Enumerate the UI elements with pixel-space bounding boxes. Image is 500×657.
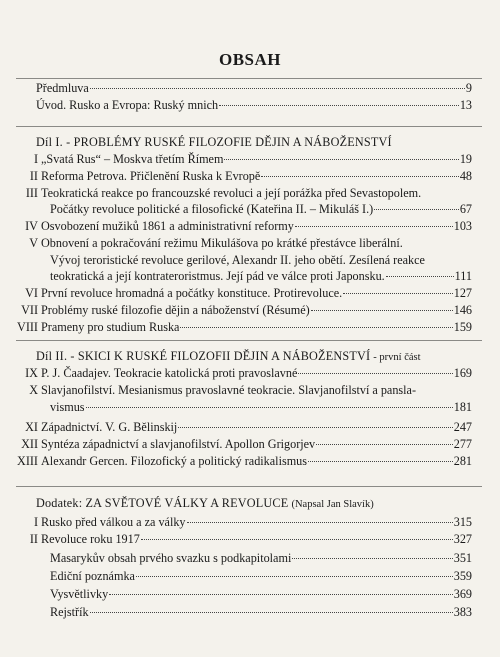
entry-page: 48: [459, 169, 472, 183]
entry-page: 146: [453, 303, 472, 317]
entry-page: 181: [453, 400, 472, 414]
toc-entry: [0, 319, 500, 335]
entry-page: 327: [453, 532, 472, 546]
leader-dots: [187, 522, 453, 523]
entry-page: 383: [453, 605, 472, 619]
entry-page: 351: [453, 551, 472, 565]
leader-dots: [86, 407, 453, 408]
toc-entry: [0, 302, 500, 318]
separator: [16, 486, 482, 487]
toc-entry: [0, 604, 500, 620]
leader-dots: [219, 105, 459, 106]
chapter-number: IV: [25, 219, 38, 233]
entry-label: Obnovení a pokračování režimu Mikulášova po krátké přestávce liberální.: [41, 236, 403, 250]
leader-dots: [109, 594, 452, 595]
entry-page: 277: [453, 437, 472, 451]
entry-page: 315: [453, 515, 472, 529]
toc-entry: [0, 550, 500, 566]
toc-entry: [0, 168, 500, 184]
entry-page: 103: [453, 219, 472, 233]
entry-label: vismus: [50, 400, 85, 414]
toc-entry: [0, 218, 500, 234]
toc-entry: [0, 568, 500, 584]
entry-page: 13: [459, 98, 472, 112]
entry-label: Úvod. Rusko a Evropa: Ruský mnich: [36, 98, 219, 112]
chapter-number: II: [29, 169, 38, 183]
separator: [16, 126, 482, 127]
leader-dots: [311, 310, 453, 311]
entry-label: „Svatá Rus“ – Moskva třetím Římem: [41, 152, 224, 166]
section-heading-sub: (Napsal Jan Slavík): [291, 499, 374, 510]
entry-label: První revoluce hromadná a počátky konstituce. Protirevoluce.: [41, 286, 343, 300]
toc-entry: [0, 97, 500, 113]
separator: [16, 78, 482, 79]
entry-label: Alexandr Gercen. Filozofický a politický radikalismus: [41, 454, 308, 468]
chapter-number: III: [25, 186, 38, 200]
leader-dots: [316, 444, 453, 445]
entry-label: Rejstřík: [50, 605, 89, 619]
toc-entry: [0, 235, 500, 251]
chapter-number: XII: [21, 437, 38, 451]
section-heading-text: Díl II. - SKICI K RUSKÉ FILOZOFII DĚJIN A NÁBOŽENSTVÍ: [36, 349, 371, 363]
section-heading-text: Dodatek: ZA SVĚTOVÉ VÁLKY A REVOLUCE: [36, 496, 289, 510]
leader-dots: [141, 539, 453, 540]
entry-page: 111: [454, 269, 472, 283]
leader-dots: [180, 327, 452, 328]
toc-entry: [0, 514, 500, 530]
entry-page: 359: [453, 569, 472, 583]
section-heading-text: Díl I. - PROBLÉMY RUSKÉ FILOZOFIE DĚJIN A NÁBOŽENSTVÍ: [36, 135, 392, 149]
entry-label: Osvobození mužiků 1861 a administrativní reformy: [41, 219, 294, 233]
entry-label: Teokratická reakce po francouzské revoluci a její porážka před Sevastopolem.: [41, 186, 422, 200]
entry-label: Slavjanofilství. Mesianismus pravoslavné teokracie. Slavjanofilství a pansla-: [41, 383, 417, 397]
entry-page: 169: [453, 366, 472, 380]
chapter-number: XIII: [17, 454, 38, 468]
entry-page: 67: [459, 202, 472, 216]
toc-entry-continued: [0, 399, 500, 415]
chapter-number: I: [33, 515, 38, 529]
chapter-number: XI: [25, 420, 38, 434]
entry-label: Vývoj teroristické revoluce gerilové, Alexandr II. jeho obětí. Zesílená reakce: [50, 253, 425, 267]
entry-label: Západnictví. V. G. Bělinskij: [41, 420, 178, 434]
entry-label: Vysvětlivky: [50, 587, 109, 601]
toc-entry-continued: [0, 268, 500, 284]
leader-dots: [224, 159, 458, 160]
leader-dots: [261, 176, 458, 177]
entry-label: Reforma Petrova. Přičlenění Ruska k Evropě: [41, 169, 261, 183]
toc-entry: [0, 151, 500, 167]
toc-entry: [0, 436, 500, 452]
entry-label: Revoluce roku 1917: [41, 532, 140, 546]
entry-page: 247: [453, 420, 472, 434]
leader-dots: [295, 226, 453, 227]
entry-label: Předmluva: [36, 81, 89, 95]
leader-dots: [178, 427, 452, 428]
entry-label: Problémy ruské filozofie dějin a náboženství (Résumé): [41, 303, 310, 317]
entry-label: Syntéza západnictví a slavjanofilství. Apollon Grigorjev: [41, 437, 316, 451]
entry-page: 159: [453, 320, 472, 334]
leader-dots: [136, 576, 453, 577]
toc-entry-continued: [0, 201, 500, 217]
chapter-number: V: [29, 236, 38, 250]
section-heading-part1: [36, 134, 392, 150]
entry-label: Rusko před válkou a za války: [41, 515, 186, 529]
entry-label: Masarykův obsah prvého svazku s podkapitolami: [50, 551, 292, 565]
chapter-number: VI: [25, 286, 38, 300]
leader-dots: [374, 209, 459, 210]
chapter-number: VII: [21, 303, 38, 317]
entry-page: 9: [465, 81, 472, 95]
leader-dots: [298, 373, 452, 374]
toc-entry: [0, 419, 500, 435]
leader-dots: [386, 276, 454, 277]
leader-dots: [292, 558, 452, 559]
toc-entry: [0, 453, 500, 469]
toc-entry: [0, 365, 500, 381]
entry-page: 127: [453, 286, 472, 300]
entry-page: 369: [453, 587, 472, 601]
toc-entry: [0, 586, 500, 602]
leader-dots: [308, 461, 453, 462]
entry-label: Prameny pro studium Ruska: [41, 320, 180, 334]
chapter-number: X: [29, 383, 38, 397]
leader-dots: [90, 88, 465, 89]
chapter-number: VIII: [17, 320, 38, 334]
leader-dots: [90, 612, 453, 613]
page-title: OBSAH: [218, 50, 282, 69]
entry-label: P. J. Čaadajev. Teokracie katolická proti pravoslavné: [41, 366, 298, 380]
entry-label: Počátky revoluce politické a filosofické (Kateřina II. – Mikuláš I.): [50, 202, 374, 216]
entry-label: teokratická a její kontrateroristmus. Její pád ve válce proti Japonsku.: [50, 269, 385, 283]
section-heading-part2: [36, 348, 421, 366]
leader-dots: [343, 293, 453, 294]
entry-page: 19: [459, 152, 472, 166]
toc-entry: [0, 382, 500, 398]
toc-entry: [0, 285, 500, 301]
section-heading-addendum: [36, 495, 374, 513]
section-heading-sub: - první část: [373, 352, 421, 363]
chapter-number: II: [29, 532, 38, 546]
toc-entry: [0, 80, 500, 96]
chapter-number: I: [33, 152, 38, 166]
toc-entry: [0, 185, 500, 201]
entry-label: Ediční poznámka: [50, 569, 135, 583]
toc-entry: [0, 531, 500, 547]
toc-entry-continued: [0, 252, 500, 268]
separator: [16, 340, 482, 341]
chapter-number: IX: [25, 366, 38, 380]
entry-page: 281: [453, 454, 472, 468]
